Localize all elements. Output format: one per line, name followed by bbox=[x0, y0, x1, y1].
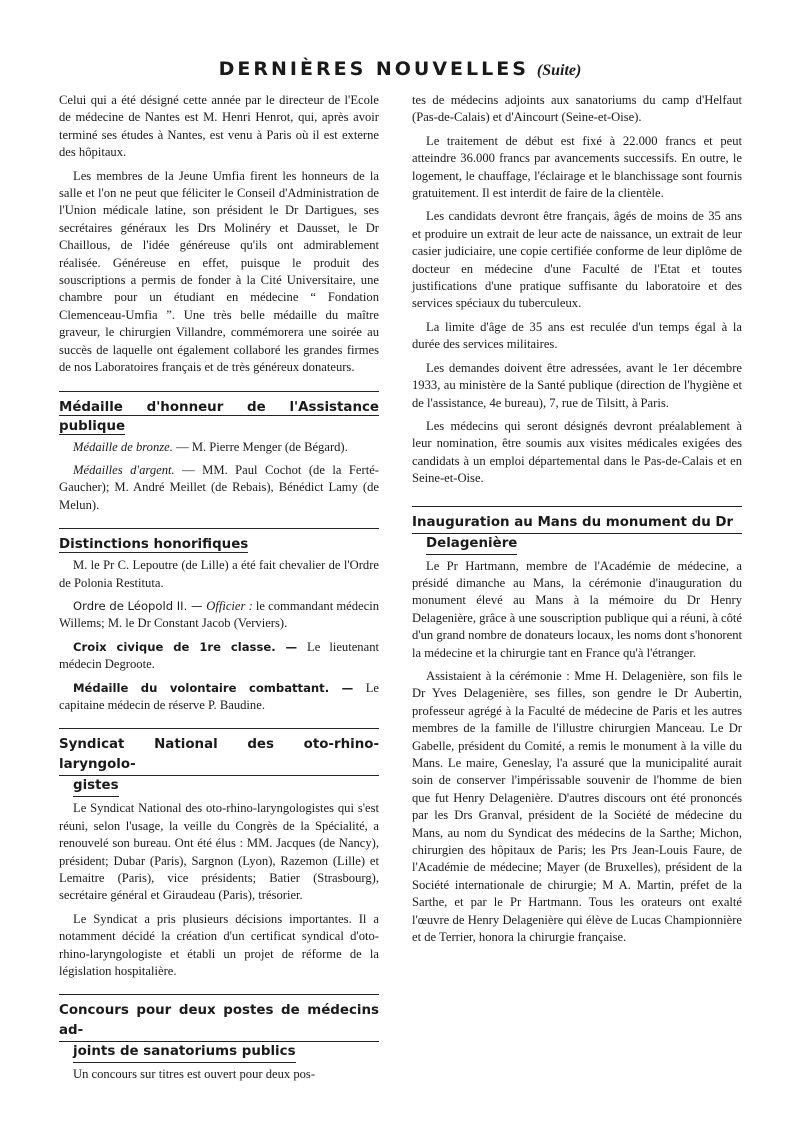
paragraph: tes de médecins adjoints aux sanatoriums du camp d'Helfaut (Pas-de-Calais) et d'Aincourt (Seine-et-Oise). bbox=[412, 93, 742, 125]
paragraph: Médailles d'argent. — MM. Paul Cochot (de la Ferté-Gaucher); M. André Meillet (de Rebais), Bénédict Lamy (de Melun). bbox=[59, 462, 379, 512]
section-divider bbox=[59, 528, 379, 529]
paragraph: Médaille de bronze. — M. Pierre Menger (de Bégard). bbox=[73, 439, 348, 454]
page-title-suite: (Suite) bbox=[536, 62, 582, 79]
section-divider bbox=[59, 994, 379, 995]
paragraph: Croix civique de 1re classe. — Le lieutenant médecin Degroote. bbox=[59, 639, 379, 672]
paragraph: Celui qui a été désigné cette année par le directeur de l'Ecole de médecine de Nantes est M. Henri Henrot, qui, après avoir terminé ses études à Nantes, est venu à Paris où il est externe des hôpitaux. bbox=[59, 93, 379, 160]
section-heading: Concours pour deux postes de médecins ad- joints de sanatoriums publics bbox=[59, 1001, 379, 1063]
paragraph: Médaille du volontaire combattant. — Le capitaine médecin de réserve P. Baudine. bbox=[59, 680, 379, 712]
paragraph: La limite d'âge de 35 ans est reculée d'un temps égal à la durée des services militaires. bbox=[412, 319, 742, 352]
section-heading: Médaille d'honneur de l'Assistance publique bbox=[59, 399, 379, 434]
section-divider bbox=[59, 391, 379, 392]
page-header bbox=[0, 58, 800, 80]
paragraph: Assistaient à la cérémonie : Mme H. Delagenière, son fils le Dr Yves Delagenière, ses filles, son gendre le Dr Aubertin, professeur agrégé à la Faculté de médecine de Paris et les autres membres de la famille de l'illustre chirurgien Manceau. Le Dr Gabelle, président du Comité, a remis le monument à la ville du Mans. Le maire, Geneslay, l'a assuré que la municipalité aurait soin de conserver l'impérissable souvenir de l'homme de bien que fut Henry Delagenière. D'autres discours ont été prononcés par les Drs Granval, président de la Société de médecine du Mans, au nom du Syndicat des médecins de la Sarthe; Michon, chirurgien des hôpitaux de Paris; les Prs Jean-Louis Faure, de l'Académie de médecine; Mayer (de Bruxelles), président de la Société internationale de chirurgie; M A. Martin, préfet de la Sarthe, et par le Pr Hartmann. Tous les orateurs ont exalté l'œuvre de Henry Delagenière qui élève de Lucas Championnière et de Terrier, honora la chirurgie française. bbox=[412, 668, 742, 945]
paragraph: Les demandes doivent être adressées, avant le 1er décembre 1933, au ministère de la Santé publique (direction de l'hygiène et de l'assistance, 4e bureau), 7, rue de Tilsitt, à Paris. bbox=[412, 360, 742, 410]
right-column bbox=[412, 92, 742, 952]
page-title: DERNIÈRES NOUVELLES bbox=[218, 58, 529, 80]
section-heading: Syndicat National des oto-rhino-laryngolo- gistes bbox=[59, 735, 379, 797]
paragraph: M. le Pr C. Lepoutre (de Lille) a été fait chevalier de l'Ordre de Polonia Restituta. bbox=[59, 558, 379, 590]
paragraph: Le Pr Hartmann, membre de l'Académie de médecine, a présidé dimanche au Mans, la cérémonie d'inauguration du monument élevé au Mans à la mémoire du Dr Henry Delagenière, grâce à une souscription publique qui a réuni, à côté d'un grand nombre de donateurs locaux, les noms dont s'honorent la médecine et la chirurgie tant en France qu'à l'étranger. bbox=[412, 558, 742, 660]
section-heading: Inauguration au Mans du monument du Dr Delagenière bbox=[412, 513, 742, 555]
paragraph: Le traitement de début est fixé à 22.000 francs et peut atteindre 36.000 francs par avancements successifs. En outre, le logement, le chauffage, l'éclairage et le blanchissage sont fournis gratuitement. Il est interdit de faire de la clientèle. bbox=[412, 133, 742, 201]
left-column bbox=[59, 92, 379, 1090]
section-divider bbox=[412, 506, 742, 507]
section-divider bbox=[59, 728, 379, 729]
paragraph: Un concours sur titres est ouvert pour deux pos- bbox=[73, 1067, 316, 1082]
paragraph: Le Syndicat a pris plusieurs décisions importantes. Il a notamment décidé la création d'un certificat syndical d'oto-rhino-laryngologiste et établi un projet de réforme de la législation hospitalière. bbox=[59, 911, 379, 979]
paragraph: Les médecins qui seront désignés devront préalablement à leur nomination, être soumis aux visites médicales exigées des candidats à un emploi départemental dans le Pas-de-Calais et en Seine-et-Oise. bbox=[412, 418, 742, 486]
paragraph: Les candidats devront être français, âgés de moins de 35 ans et produire un extrait de leur acte de naissance, un extrait de leur casier judiciaire, une copie certifiée conforme de leur diplôme de docteur en médecine d'une Faculté de l'Etat et toutes justifications d'une pratique suffisante du laboratoire et des services spéciaux du tuberculeux. bbox=[412, 209, 742, 311]
paragraph: Les membres de la Jeune Umfia firent les honneurs de la salle et l'on ne peut que féliciter le Conseil d'Administration de l'Union médicale latine, son président le Dr Dartigues, ses secrétaires généraux les Drs Molinéry et Dausset, le Dr Chaillous, de l'idée généreuse qu'ils ont admirablement réalisée. Généreuse en effet, puisque le produit des souscriptions a permis de fonder à la Cité Universitaire, une chambre pour un étudiant en médecine “ Fondation Clemenceau-Umfia ”. Une très belle médaille du maître graveur, le chirurgien Villandre, commémorera une soirée au succès de laquelle ont également collaboré les grandes firmes de nos Laboratoires français et de très généreux donateurs. bbox=[59, 168, 379, 375]
paragraph: Ordre de Léopold II. — Officier : le commandant médecin Willems; M. le Dr Constant Jacob (Verviers). bbox=[59, 598, 380, 631]
section-heading: Distinctions honorifiques bbox=[59, 537, 249, 553]
paragraph: Le Syndicat National des oto-rhino-laryngologistes qui s'est réuni, selon l'usage, la veille du Congrès de la Spécialité, a renouvelé son bureau. Ont été élus : MM. Jacques (de Nancy), président; Dubar (Paris), Sargnon (Lyon), Razemon (Lille) et Lemaitre (Paris), vice présidents; Batier (Strasbourg), secrétaire général et Giraudeau (Paris), trésorier. bbox=[59, 801, 379, 903]
